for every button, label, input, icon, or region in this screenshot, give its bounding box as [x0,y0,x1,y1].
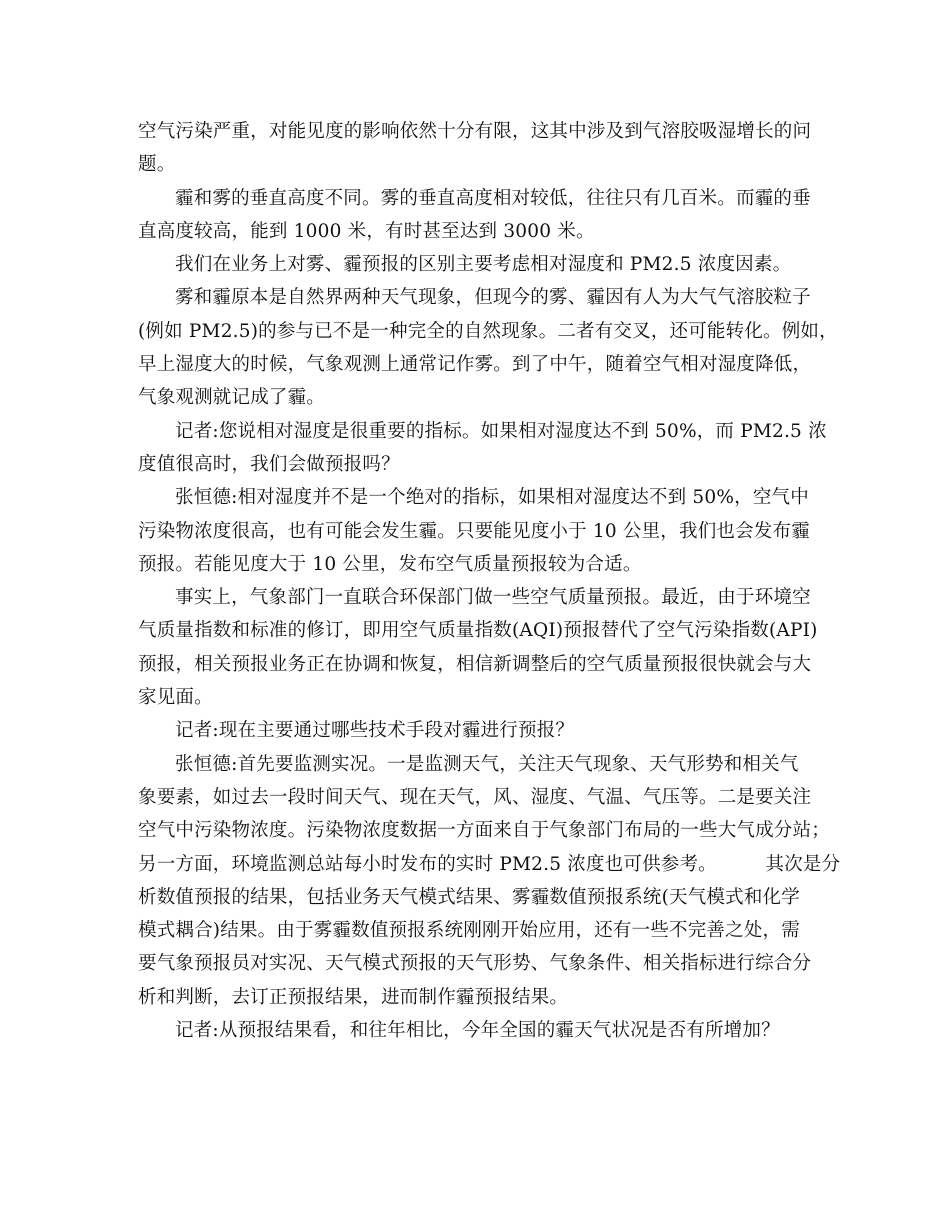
text-line: 气质量指数和标准的修订，即用空气质量指数(AQI)预报替代了空气污染指数(API) [138,620,818,642]
text-line: 析数值预报的结果，包括业务天气模式结果、雾霾数值预报系统(天气模式和化学 [138,886,800,908]
text-line: (例如 PM2.5)的参与已不是一种完全的自然现象。二者有交叉，还可能转化。例如， [138,320,838,342]
text-line: 空气中污染物浓度。污染物浓度数据一方面来自于气象部门布局的一些大气成分站； [138,820,830,842]
text-line: 我们在业务上对雾、霾预报的区别主要考虑相对湿度和 PM2.5 浓度因素。 [175,254,792,276]
article-body [138,115,841,1047]
text-line: 记者:现在主要通过哪些技术手段对霾进行预报？ [175,720,575,742]
text-line: 预报，相关预报业务正在协调和恢复，相信新调整后的空气质量预报很快就会与大 [138,653,812,675]
text-line: 要气象预报员对实况、天气模式预报的天气形势、气象条件、相关指标进行综合分 [138,953,812,975]
text-line: 污染物浓度很高，也有可能会发生霾。只要能见度小于 10 公里，我们也会发布霾 [138,520,810,542]
text-line: 度值很高时，我们会做预报吗？ [138,453,400,475]
text-line: 张恒德:相对湿度并不是一个绝对的指标，如果相对湿度达不到 50%，空气中 [175,487,809,509]
text-line: 题。 [138,154,176,176]
text-line: 空气污染严重，对能见度的影响依然十分有限，这其中涉及到气溶胶吸湿增长的问 [138,121,812,142]
text-line: 记者:从预报结果看，和往年相比，今年全国的霾天气状况是否有所增加？ [175,1020,780,1042]
text-line: 预报。若能见度大于 10 公里，发布空气质量预报较为合适。 [138,553,642,575]
text-line: 模式耦合)结果。由于雾霾数值预报系统刚刚开始应用，还有一些不完善之处，需 [138,920,800,942]
text-line: 张恒德:首先要监测实况。一是监测天气，关注天气现象、天气形势和相关气 [175,753,799,775]
text-line: 霾和雾的垂直高度不同。雾的垂直高度相对较低，往往只有几百米。而霾的垂 [175,187,811,209]
text-line: 直高度较高，能到 1000 米，有时甚至达到 3000 米。 [138,220,595,242]
text-line: 象要素，如过去一段时间天气、现在天气，风、湿度、气温、气压等。二是要关注 [138,786,812,808]
text-line: 另一方面，环境监测总站每小时发布的实时 PM2.5 浓度也可供参考。 其次是分 [138,853,841,875]
text-line: 事实上，气象部门一直联合环保部门做一些空气质量预报。最近，由于环境空 [175,587,811,609]
text-line: 气象观测就记成了霾。 [138,387,326,409]
text-line: 析和判断，去订正预报结果，进而制作霾预报结果。 [138,986,569,1008]
text-line: 早上湿度大的时候，气象观测上通常记作雾。到了中午，随着空气相对湿度降低， [138,354,812,376]
text-line: 雾和霾原本是自然界两种天气现象，但现今的雾、霾因有人为大气气溶胶粒子 [175,287,811,309]
text-line: 家见面。 [138,687,213,709]
text-line: 记者:您说相对湿度是很重要的指标。如果相对湿度达不到 50%，而 PM2.5 浓 [175,420,827,442]
